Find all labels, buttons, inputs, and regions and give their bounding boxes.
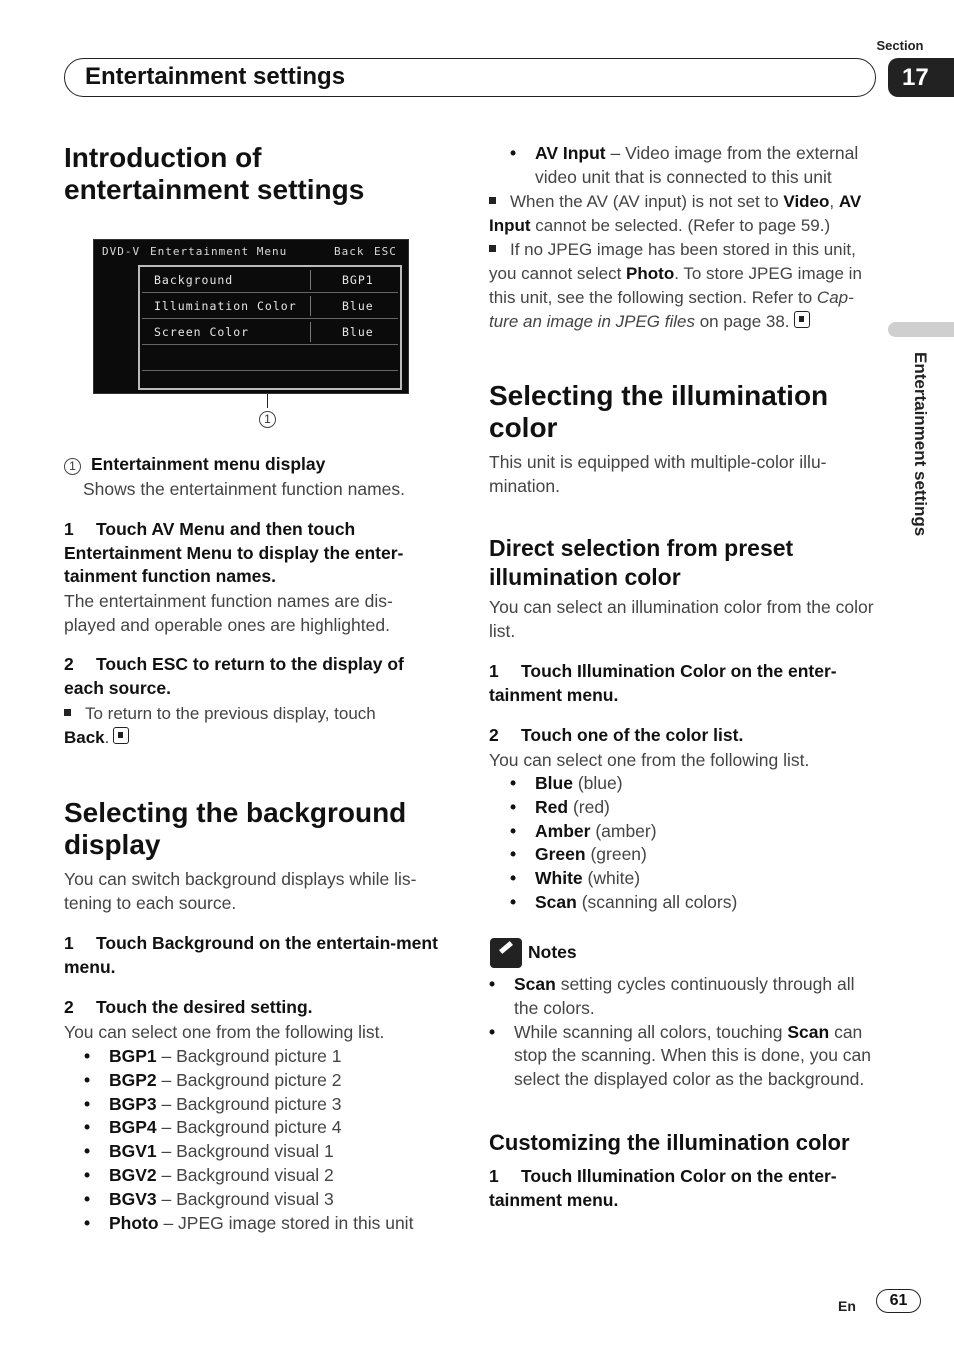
callout-item-marker: 1 bbox=[64, 458, 81, 475]
section-label: Section bbox=[876, 38, 924, 53]
intro-step-1: 1 Touch AV Menu and then touch Entertainment Menu to display the enter-tainment function names. bbox=[64, 519, 404, 586]
list-item: • BGV2 – Background visual 2 bbox=[84, 1164, 454, 1188]
intro-step-2: 2 Touch ESC to return to the display of each source. bbox=[64, 654, 404, 698]
end-mark-icon bbox=[113, 727, 129, 744]
screen-menu-panel bbox=[138, 265, 402, 390]
intro-step-2-note: To return to the previous display, touch Back. bbox=[64, 704, 376, 747]
illumination-step-1: 1 Touch Illumination Color on the enter-tainment menu. bbox=[489, 661, 837, 705]
background-options-list bbox=[84, 1045, 454, 1235]
screen-menu-row bbox=[142, 267, 398, 293]
screen-menu-row bbox=[142, 293, 398, 319]
screen-row-separator bbox=[310, 296, 311, 316]
direct-selection-desc: You can select an illumination color from the color list. bbox=[489, 597, 874, 641]
illumination-intro: This unit is equipped with multiple-color illu-mination. bbox=[489, 452, 827, 496]
list-item: • BGP1 – Background picture 1 bbox=[84, 1045, 454, 1069]
callout-leader-line bbox=[267, 394, 268, 408]
list-item: • Green (green) bbox=[510, 843, 870, 867]
screen-row-label: Illumination Color bbox=[154, 299, 297, 313]
screen-source: DVD-V bbox=[102, 245, 141, 258]
screen-title-line bbox=[94, 240, 408, 264]
note-jpeg: If no JPEG image has been stored in this unit, you cannot select Photo. To store JPEG image in this unit, see the following section. Refer to Cap-ture an image in JPEG files on page 38. bbox=[489, 240, 862, 331]
list-item: • BGV3 – Background visual 3 bbox=[84, 1188, 454, 1212]
section-number: 17 bbox=[888, 58, 954, 97]
notes-list bbox=[489, 973, 879, 1092]
screen-menu-row bbox=[142, 319, 398, 345]
screen-back-label: Back bbox=[334, 245, 365, 258]
list-item: • BGP3 – Background picture 3 bbox=[84, 1093, 454, 1117]
list-item: • BGP4 – Background picture 4 bbox=[84, 1116, 454, 1140]
list-item: • Amber (amber) bbox=[510, 820, 870, 844]
background-intro: You can switch background displays while lis-tening to each source. bbox=[64, 869, 417, 913]
entertainment-menu-screenshot bbox=[93, 239, 409, 394]
list-item: • AV Input – Video image from the external video unit that is connected to this unit bbox=[510, 142, 870, 190]
side-tab-label: Entertainment settings bbox=[911, 352, 930, 537]
illumination-step-2: 2 Touch one of the color list. bbox=[489, 725, 744, 745]
list-item: • Red (red) bbox=[510, 796, 870, 820]
screen-row-label: Screen Color bbox=[154, 325, 250, 339]
list-item: • While scanning all colors, touching Scan can stop the scanning. When this is done, you can select the displayed color as the background. bbox=[489, 1021, 879, 1092]
list-item: • Blue (blue) bbox=[510, 772, 870, 796]
language-label: En bbox=[838, 1298, 856, 1314]
list-item: • BGP2 – Background picture 2 bbox=[84, 1069, 454, 1093]
callout-title-line bbox=[64, 453, 444, 477]
screen-row-value: Blue bbox=[342, 325, 374, 339]
customizing-title: Customizing the illumination color bbox=[489, 1130, 850, 1155]
header-bar bbox=[64, 58, 876, 97]
list-item: • Photo – JPEG image stored in this unit bbox=[84, 1212, 454, 1236]
background-step-2-desc: You can select one from the following list. bbox=[64, 1022, 385, 1042]
callout-description: Shows the entertainment function names. bbox=[83, 479, 405, 499]
background-title: Selecting the background display bbox=[64, 797, 407, 860]
list-item: • White (white) bbox=[510, 867, 870, 891]
background-step-2: 2 Touch the desired setting. bbox=[64, 997, 313, 1017]
color-options-list bbox=[510, 772, 870, 915]
av-input-list bbox=[510, 142, 870, 190]
list-item: • Scan (scanning all colors) bbox=[510, 891, 870, 915]
note-av-input: When the AV (AV input) is not set to Video, AV Input cannot be selected. (Refer to page 59.) bbox=[489, 192, 862, 235]
screen-menu-row-empty bbox=[142, 345, 398, 371]
screen-esc-label: ESC bbox=[374, 245, 397, 258]
screen-row-value: BGP1 bbox=[342, 273, 374, 287]
side-tab-marker bbox=[888, 322, 954, 337]
screen-menu-title: Entertainment Menu bbox=[150, 245, 288, 258]
header-title: Entertainment settings bbox=[85, 63, 346, 90]
page-number: 61 bbox=[876, 1289, 921, 1313]
list-item: • Scan setting cycles continuously through all the colors. bbox=[489, 973, 879, 1021]
screen-row-value: Blue bbox=[342, 299, 374, 313]
illumination-step-2-desc: You can select one from the following list. bbox=[489, 750, 810, 770]
list-item: • BGV1 – Background visual 1 bbox=[84, 1140, 454, 1164]
screen-row-separator bbox=[310, 322, 311, 342]
customizing-step-1: 1 Touch Illumination Color on the enter-tainment menu. bbox=[489, 1166, 837, 1210]
screen-row-label: Background bbox=[154, 273, 234, 287]
end-mark-icon bbox=[794, 311, 810, 328]
callout-marker: 1 bbox=[259, 410, 276, 428]
illumination-title: Selecting the illumination color bbox=[489, 380, 829, 443]
screen-row-separator bbox=[310, 270, 311, 290]
direct-selection-title: Direct selection from preset illumination color bbox=[489, 535, 794, 590]
notes-pencil-icon bbox=[490, 938, 522, 968]
background-step-1: 1 Touch Background on the entertain-ment menu. bbox=[64, 933, 438, 977]
callout-title: Entertainment menu display bbox=[91, 454, 326, 474]
intro-title: Introduction of entertainment settings bbox=[64, 142, 365, 205]
notes-title: Notes bbox=[528, 942, 577, 962]
intro-step-1-desc: The entertainment function names are dis-played and operable ones are highlighted. bbox=[64, 591, 393, 635]
